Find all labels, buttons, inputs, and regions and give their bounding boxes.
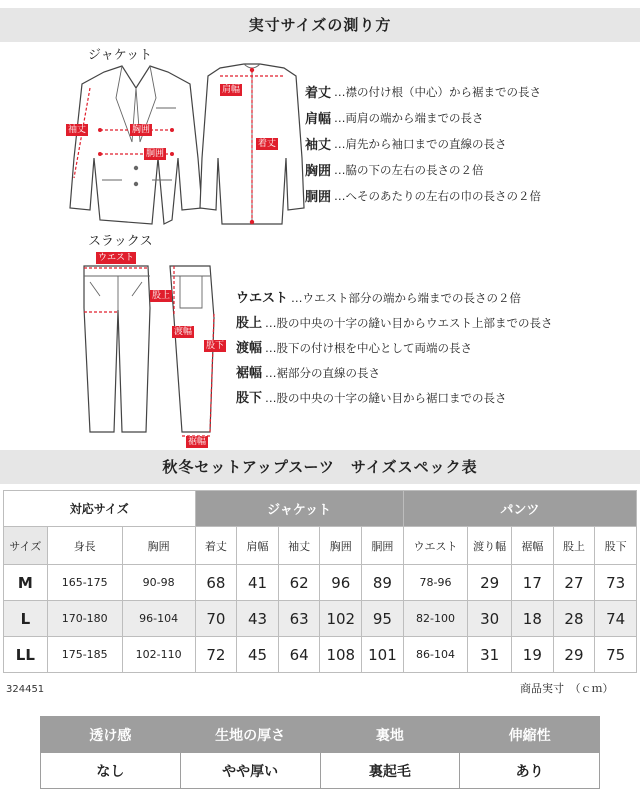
tag-waist-jacket: 胴囲 — [146, 149, 165, 159]
jacket-legend — [305, 80, 541, 210]
legend-susohaba: 裾幅 …裾部分の直線の長さ — [236, 365, 381, 381]
col-kitake: 着丈 — [195, 527, 237, 565]
col-chest-range: 胸囲 — [122, 527, 195, 565]
cell-size: M — [4, 565, 48, 601]
feature-value-lining: 裏起毛 — [320, 753, 460, 789]
cell-sodetake: 63 — [278, 601, 320, 637]
cell-size: LL — [4, 637, 48, 673]
cell-matagami: 27 — [553, 565, 595, 601]
cell-doui: 95 — [362, 601, 404, 637]
legend-matashita: 股下 …股の中央の十字の縫い目から裾口までの長さ — [236, 390, 507, 406]
cell-kyoui: 102 — [320, 601, 362, 637]
table-row — [4, 637, 637, 673]
cell-susohaba: 18 — [512, 601, 554, 637]
cell-size: L — [4, 601, 48, 637]
cell-watarihaba: 31 — [468, 637, 512, 673]
cell-katahaba: 43 — [237, 601, 279, 637]
unit-note: 商品実寸 （ｃｍ） — [520, 682, 614, 695]
cell-doui: 101 — [362, 637, 404, 673]
cell-waist: 82-100 — [403, 601, 468, 637]
cell-watarihaba: 30 — [468, 601, 512, 637]
cell-kitake: 68 — [195, 565, 237, 601]
cell-chest-range: 102-110 — [122, 637, 195, 673]
col-katahaba: 肩幅 — [237, 527, 279, 565]
jacket-button-top — [134, 166, 138, 170]
cell-chest-range: 96-104 — [122, 601, 195, 637]
tag-waist: ウエスト — [98, 253, 135, 263]
fabric-feature-table — [40, 716, 600, 789]
tag-chest: 胸囲 — [132, 125, 151, 135]
jacket-button-bottom — [134, 182, 138, 186]
tag-hem-width: 裾幅 — [188, 437, 207, 447]
cell-height: 175-185 — [47, 637, 122, 673]
measure-guide-banner: 実寸サイズの測り方 — [0, 8, 640, 42]
cell-kyoui: 108 — [320, 637, 362, 673]
col-waist: ウエスト — [403, 527, 468, 565]
legend-matagami: 股上 …股の中央の十字の縫い目からウエスト上部までの長さ — [236, 315, 553, 331]
col-matagami: 股上 — [553, 527, 595, 565]
size-spec-table — [3, 490, 637, 673]
tag-sleeve-length: 袖丈 — [68, 125, 87, 135]
slacks-front-shape — [84, 266, 150, 432]
group-header-size: 対応サイズ — [4, 491, 196, 527]
cell-kyoui: 96 — [320, 565, 362, 601]
tag-rise: 股上 — [152, 291, 171, 301]
cell-waist: 78-96 — [403, 565, 468, 601]
cell-height: 165-175 — [47, 565, 122, 601]
feature-header-lining: 裏地 — [320, 717, 460, 753]
cell-sodetake: 64 — [278, 637, 320, 673]
slacks-legend — [236, 286, 553, 411]
column-header-row — [4, 527, 637, 565]
cell-matashita: 73 — [595, 565, 637, 601]
cell-matagami: 29 — [553, 637, 595, 673]
col-matashita: 股下 — [595, 527, 637, 565]
cell-doui: 89 — [362, 565, 404, 601]
feature-value-thickness: やや厚い — [180, 753, 320, 789]
cell-katahaba: 41 — [237, 565, 279, 601]
col-height: 身長 — [47, 527, 122, 565]
cell-matashita: 74 — [595, 601, 637, 637]
col-susohaba: 裾幅 — [512, 527, 554, 565]
table-row — [4, 565, 637, 601]
table-row — [4, 601, 637, 637]
tag-shoulder-width: 肩幅 — [222, 85, 241, 95]
legend-watarihaba: 渡幅 …股下の付け根を中心として両端の長さ — [236, 340, 473, 356]
feature-header-sheerness: 透け感 — [41, 717, 181, 753]
cell-waist: 86-104 — [403, 637, 468, 673]
group-header-pants: パンツ — [403, 491, 636, 527]
cell-watarihaba: 29 — [468, 565, 512, 601]
slacks-label: スラックス — [88, 234, 153, 249]
feature-value-sheerness: なし — [41, 753, 181, 789]
legend-katahaba: 肩幅 …両肩の端から端までの長さ — [305, 111, 484, 127]
cell-katahaba: 45 — [237, 637, 279, 673]
cell-matashita: 75 — [595, 637, 637, 673]
col-size: サイズ — [4, 527, 48, 565]
legend-kyoui: 胸囲 …脇の下の左右の長さの２倍 — [305, 163, 484, 179]
legend-sodetake: 袖丈 …肩先から袖口までの直線の長さ — [305, 137, 507, 153]
col-sodetake: 袖丈 — [278, 527, 320, 565]
cell-susohaba: 17 — [512, 565, 554, 601]
feature-header-stretch: 伸縮性 — [460, 717, 600, 753]
legend-doui: 胴囲 …へそのあたりの左右の巾の長さの２倍 — [305, 189, 542, 205]
col-kyoui: 胸囲 — [320, 527, 362, 565]
cell-chest-range: 90-98 — [122, 565, 195, 601]
cell-sodetake: 62 — [278, 565, 320, 601]
legend-kitake: 着丈 …襟の付け根（中心）から裾までの長さ — [305, 85, 542, 101]
jacket-label: ジャケット — [88, 48, 153, 63]
tag-thigh-width: 渡幅 — [174, 327, 193, 337]
col-watarihaba: 渡り幅 — [468, 527, 512, 565]
cell-susohaba: 19 — [512, 637, 554, 673]
spec-table-banner: 秋冬セットアップスーツ サイズスペック表 — [0, 450, 640, 484]
feature-header-thickness: 生地の厚さ — [180, 717, 320, 753]
cell-height: 170-180 — [47, 601, 122, 637]
col-doui: 胴囲 — [362, 527, 404, 565]
cell-kitake: 72 — [195, 637, 237, 673]
product-code: 324451 — [6, 684, 45, 695]
cell-kitake: 70 — [195, 601, 237, 637]
tag-jacket-length: 着丈 — [258, 139, 277, 149]
cell-matagami: 28 — [553, 601, 595, 637]
feature-value-stretch: あり — [460, 753, 600, 789]
tag-inseam: 股下 — [206, 341, 225, 351]
group-header-jacket: ジャケット — [195, 491, 403, 527]
legend-waist: ウエスト …ウエスト部分の端から端までの長さの２倍 — [236, 290, 522, 306]
